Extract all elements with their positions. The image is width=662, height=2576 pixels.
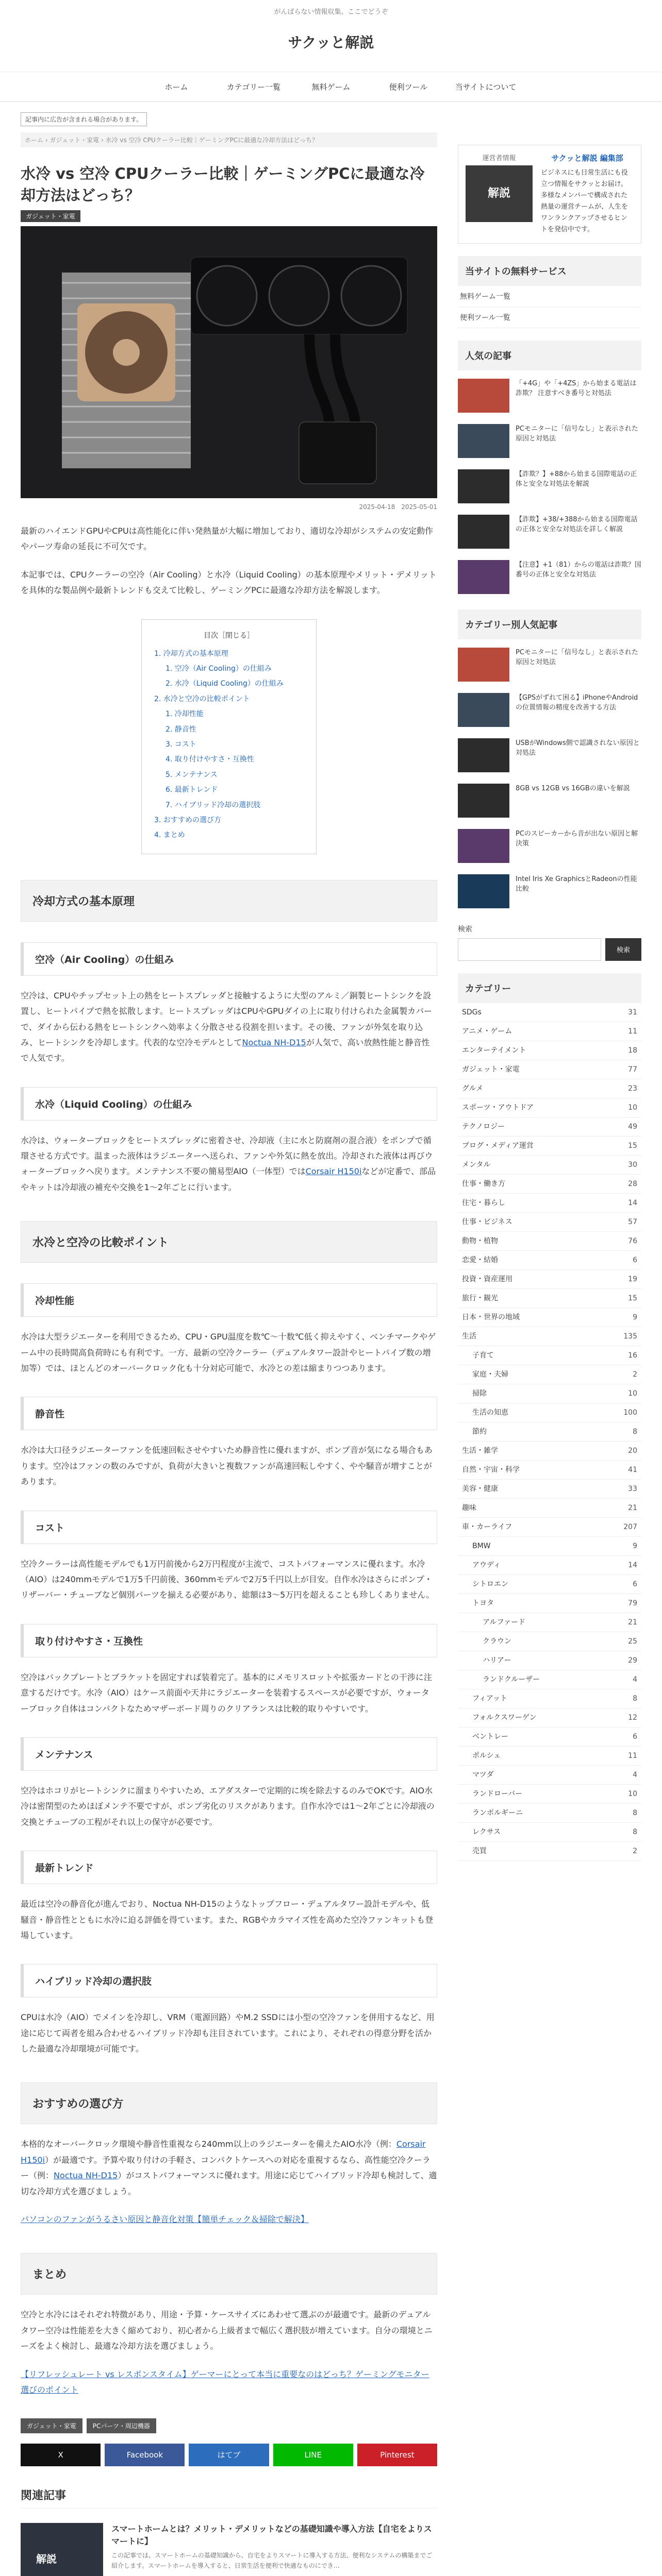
category-name[interactable]: 生活の知恵 bbox=[472, 1408, 508, 1417]
widget-title: 人気の記事 bbox=[458, 341, 641, 370]
sidebar-article[interactable] bbox=[458, 560, 641, 597]
sidebar-article-thumbnail[interactable] bbox=[458, 424, 509, 458]
category-item[interactable] bbox=[458, 1022, 641, 1041]
category-item[interactable] bbox=[458, 1651, 641, 1670]
toc-item[interactable]: 2. 水冷と空冷の比較ポイント bbox=[154, 694, 250, 703]
sidebar-article-thumbnail[interactable] bbox=[458, 379, 509, 413]
tag-item[interactable]: PCパーツ・周辺機器 bbox=[87, 2418, 156, 2433]
paragraph: 最近は空冷の静音化が進んでおり、Noctua NH-D15のようなトップフロー・デュアルタワー設計モデルや、低騒音・静音性とともに水冷に迫る評価を得ています。また、RGBやカラマイズ性を高めた空冷ファンキットも登場しています。 bbox=[21, 1899, 434, 1940]
category-count: 28 bbox=[628, 1179, 637, 1188]
widget-title: カテゴリー別人気記事 bbox=[458, 609, 641, 639]
category-count: 100 bbox=[623, 1408, 637, 1417]
intro-paragraph-2: 本記事では、CPUクーラーの空冷（Air Cooling）と水冷（Liquid Cooling）の基本原理やメリット・デメリットを具体的な製品例や最新トレンドも交えて比較し、ゲーミングPCに最適な冷却方法を解説します。 bbox=[21, 569, 437, 596]
paragraph: 空冷はホコリがヒートシンクに溜まりやすいため、エアダスターで定期的に埃を除去するのみでOKです。AIO水冷は密閉型のためほぼメンテ不要ですが、ポンプ劣化のリスクがあります。自作水冷では1〜2年ごとに冷却液の交換とチューブの工程がそれ以上の保守が必要です。 bbox=[21, 1785, 435, 1827]
category-count: 14 bbox=[628, 1198, 637, 1207]
category-count: 9 bbox=[633, 1313, 637, 1321]
toc-item[interactable]: 4. まとめ bbox=[154, 831, 185, 840]
category-name[interactable]: 生活 bbox=[462, 1332, 476, 1341]
category-count: 77 bbox=[628, 1065, 637, 1074]
toc-item[interactable]: 4. 取り付けやすさ・互換性 bbox=[166, 755, 254, 764]
cpu-coolers-illustration bbox=[21, 226, 437, 498]
sidebar bbox=[458, 132, 641, 2576]
paragraph: 空冷と水冷にはそれぞれ特徴があり、用途・予算・ケースサイズにあわせて選ぶのが最適です。最新のデュアルタワー空冷は性能差を大きく縮めており、初心者から上級者まで幅広く選択肢が増えています。自分の環境とニーズをよく検討し、最適な冷却方法を選びましょう。 bbox=[21, 2310, 433, 2351]
paragraph: 空冷は、CPUやチップセット上の熱をヒートスプレッダと接触するように大型のアルミ／銅製ヒートシンクを設置し、ヒートパイプで熱を拡散します。ヒートスプレッダはCPUやGPUダイの上に取り付けられた金属製カバーで、ダイから伝わる熱をヒートシンクへ効率よく分散させる役割を担います。その後、ファンが外気を取り込み、ヒートシンクを冷却します。代表的な空冷モデルとしてNoctua NH-D15が人気で、高い放熱性能と静音性で人気です。 bbox=[21, 990, 433, 1063]
category-count: 20 bbox=[628, 1446, 637, 1455]
corsair-link[interactable]: Corsair H150i bbox=[21, 2139, 426, 2165]
category-item[interactable] bbox=[458, 1117, 641, 1137]
sidebar-article[interactable] bbox=[458, 829, 641, 866]
sidebar-article[interactable] bbox=[458, 784, 641, 821]
category-count: 8 bbox=[633, 1827, 637, 1836]
breadcrumb[interactable]: ホーム › ガジェット・家電 › 水冷 vs 空冷 CPUクーラー比較｜ゲーミングPCに最適な冷却方法はどっち？ bbox=[21, 132, 437, 147]
site-tagline: がんばらない情報収集、ここでどうぞ bbox=[274, 8, 388, 16]
subsection-heading: コスト bbox=[21, 1511, 437, 1544]
category-name[interactable]: 掃除 bbox=[472, 1389, 487, 1398]
category-name[interactable]: 旅行・観光 bbox=[462, 1294, 498, 1302]
site-title[interactable]: サクッと解説 bbox=[288, 34, 374, 51]
category-item[interactable] bbox=[458, 1365, 641, 1384]
category-name[interactable]: 日本・世界の地域 bbox=[462, 1313, 520, 1321]
sidebar-article-thumbnail[interactable] bbox=[458, 874, 509, 908]
category-name[interactable]: グルメ bbox=[462, 1084, 484, 1093]
category-count: 49 bbox=[628, 1122, 637, 1131]
paragraph: 水冷は大型ラジエーターを利用できるため、CPU・GPU温度を数℃〜十数℃低く抑えやすく、ベンチマークやゲーム中の長時間高負荷時にも有利です。一方、最新の空冷クーラー（デュアルタワー設計やヒートパイプ数の増加等）では、ほとんどのオーバークロック化も十分対応可能で、水冷との差は縮まりつつあります。 bbox=[21, 1332, 436, 1374]
category-count: 76 bbox=[628, 1236, 637, 1245]
category-item[interactable] bbox=[458, 1098, 641, 1117]
sidebar-article[interactable] bbox=[458, 693, 641, 730]
toc-item[interactable]: 2. 水冷（Liquid Cooling）の仕組み bbox=[166, 680, 284, 688]
category-count: 6 bbox=[633, 1256, 637, 1264]
sidebar-article-title[interactable]: PCのスピーカーから音が出ない原因と解決策 bbox=[516, 829, 638, 848]
category-name[interactable]: 仕事・働き方 bbox=[462, 1179, 505, 1188]
category-item[interactable] bbox=[458, 1632, 641, 1651]
category-name[interactable]: 投資・資産運用 bbox=[462, 1275, 512, 1283]
category-item[interactable] bbox=[458, 1194, 641, 1213]
category-name[interactable]: 生活・雑学 bbox=[462, 1446, 498, 1455]
category-count: 25 bbox=[628, 1637, 637, 1646]
category-count: 10 bbox=[628, 1389, 637, 1398]
related-title: 関連記事 bbox=[21, 2487, 437, 2509]
category-name[interactable]: 恋愛・結婚 bbox=[462, 1256, 498, 1264]
category-name[interactable]: シトロエン bbox=[472, 1580, 508, 1588]
category-name[interactable]: クラウン bbox=[483, 1637, 511, 1646]
category-name[interactable]: アウディ bbox=[472, 1561, 501, 1569]
category-item[interactable] bbox=[458, 1175, 641, 1194]
category-count: 31 bbox=[628, 1008, 637, 1016]
category-count: 21 bbox=[628, 1618, 637, 1626]
category-name[interactable]: ランドローバー bbox=[472, 1789, 523, 1798]
profile-caption: 運営者情報 bbox=[482, 155, 516, 162]
section-heading: 水冷と空冷の比較ポイント bbox=[21, 1221, 437, 1263]
article-title: 水冷 vs 空冷 CPUクーラー比較｜ゲーミングPCに最適な冷却方法はどっち？ bbox=[21, 165, 425, 205]
category-item[interactable] bbox=[458, 1060, 641, 1079]
eyecatch-image bbox=[21, 226, 437, 498]
paragraph: CPUは水冷（AIO）でメインを冷却し、VRM（電源回路）やM.2 SSDには小型の空冷ファンを併用するなど、用途に応じて両者を組み合わせるハイブリッド冷却も注目されています。これにより、それぞれの得意分野を活かした最適な冷却環境が可能です。 bbox=[21, 2012, 435, 2054]
toc-title[interactable]: 目次［閉じる］ bbox=[204, 631, 254, 640]
sidebar-article-title[interactable]: 【GPSがずれて困る】iPhoneやAndroidの位置情報の精度を改善する方法 bbox=[516, 693, 638, 712]
sidebar-article-thumbnail[interactable] bbox=[458, 469, 509, 503]
category-item[interactable] bbox=[458, 1384, 641, 1403]
toc-item[interactable]: 1. 冷却方式の基本原理 bbox=[154, 649, 228, 658]
category-count: 6 bbox=[633, 1580, 637, 1588]
category-item[interactable] bbox=[458, 1537, 641, 1556]
thumbnail-label: 解説 bbox=[36, 2553, 57, 2566]
category-item[interactable] bbox=[458, 1708, 641, 1727]
subsection-heading: 取り付けやすさ・互換性 bbox=[21, 1624, 437, 1657]
paragraph: 水冷は大口径ラジエーターファンを低速回転させやすいため静音性に優れますが、ポンプ音が気になる場合もあります。空冷はファンの数のみですが、負荷が大きいと複数ファンが高速回転しやすく、やや騒音が増すことがあります。 bbox=[21, 1445, 433, 1487]
category-count: 23 bbox=[628, 1084, 637, 1093]
paragraph: 水冷は、ウォーターブロックをヒートスプレッダに密着させ、冷却液（主に水と防腐剤の混合液）をポンプで循環させる方式です。温まった液体はラジエーターへ送られ、ファンや外気に熱を放出。冷却された液体は再びウォーターブロックへ戻ります。メンテナンス不要の簡易型AIO（一体型）ではCorsair H150iなどが定番で、部品やキットは冷却液の補充や交換を1〜2年ごとに行います。 bbox=[21, 1135, 436, 1192]
global-nav bbox=[0, 72, 662, 102]
category-count: 11 bbox=[628, 1751, 637, 1760]
paragraph: 空冷クーラーは高性能モデルでも1万円前後から2万円程度が主流で、コストパフォーマンスに優れます。水冷（AIO）は240mmモデルで1万5千円前後、360mmモデルで2万5千円以上が目安。自作水冷はさらにポンプ・リザーバー・チューブなど個別パーツを揃える必要があり、総額は3〜5万円を超えることも珍しくありません。 bbox=[21, 1558, 435, 1600]
category-name[interactable]: 節約 bbox=[472, 1427, 487, 1436]
category-item[interactable] bbox=[458, 1156, 641, 1175]
category-item[interactable] bbox=[458, 1556, 641, 1575]
nav-categories[interactable]: カテゴリー一覧 bbox=[226, 82, 281, 92]
sidebar-article-title[interactable]: 【注意】+1（81）からの電話は詐欺？国番号の正体と安全な対処法 bbox=[516, 561, 641, 579]
category-count: 9 bbox=[633, 1541, 637, 1550]
category-count: 30 bbox=[628, 1160, 637, 1169]
services-widget bbox=[458, 256, 641, 328]
post-dates: 2025-04-18 2025-05-01 bbox=[359, 503, 437, 511]
sidebar-article-title[interactable]: Intel Iris Xe GraphicsとRadeonの性能比較 bbox=[516, 875, 637, 893]
subsection-heading: ハイブリッド冷却の選択肢 bbox=[21, 1964, 437, 1997]
category-count: 19 bbox=[628, 1275, 637, 1283]
category-name[interactable]: フィアット bbox=[472, 1694, 507, 1703]
category-item[interactable] bbox=[458, 1480, 641, 1499]
subsection-heading: メンテナンス bbox=[21, 1737, 437, 1771]
share-pinterest-button[interactable]: Pinterest bbox=[357, 2444, 437, 2466]
category-name[interactable]: 仕事・ビジネス bbox=[462, 1217, 512, 1226]
category-name[interactable]: 子育て bbox=[472, 1351, 494, 1360]
category-name[interactable]: ランドクルーザー bbox=[483, 1675, 540, 1684]
category-count: 15 bbox=[628, 1141, 637, 1150]
category-name[interactable]: マツダ bbox=[472, 1770, 494, 1779]
category-name[interactable]: スポーツ・アウトドア bbox=[462, 1103, 534, 1112]
share-x-button[interactable]: X bbox=[21, 2444, 101, 2466]
widget-title: カテゴリー bbox=[458, 973, 641, 1003]
sidebar-article[interactable] bbox=[458, 648, 641, 685]
nav-tools[interactable]: 便利ツール bbox=[389, 82, 428, 92]
paragraph: 空冷はバックプレートとブラケットを固定すれば装着完了。基本的にメモリスロットや拡張カードとの干渉に注意するだけです。水冷（AIO）はケース前面や天井にラジエーターを装着するスペースが必要ですが、ウォーターブロック自体はコンパクトなためマザーボード周りのクリアランスは比較的取りやすいです。 bbox=[21, 1672, 432, 1714]
paragraph bbox=[21, 2367, 437, 2398]
category-count: 135 bbox=[623, 1332, 637, 1341]
related-item-desc: この記事では、スマートホームの基礎知識から、自宅をよりスマートに導入する方法、便利なシステムの構築までご紹介します。スマートホームを導入すると、日常生活を便利で快適なものにでき… bbox=[111, 2552, 433, 2569]
category-count: 10 bbox=[628, 1789, 637, 1798]
related-article-link[interactable]: 【リフレッシュレート vs レスポンスタイム】ゲーマーにとって本当に重要なのはどっち？ゲーミングモニター選びのポイント bbox=[21, 2369, 429, 2395]
sidebar-article[interactable] bbox=[458, 424, 641, 461]
category-count: 14 bbox=[628, 1561, 637, 1569]
category-count: 16 bbox=[628, 1351, 637, 1360]
category-name[interactable]: 動物・植物 bbox=[462, 1236, 498, 1245]
category-count: 21 bbox=[628, 1503, 637, 1512]
tools-link[interactable]: 便利ツール一覧 bbox=[458, 307, 641, 328]
category-item[interactable] bbox=[458, 1403, 641, 1422]
category-item[interactable] bbox=[458, 1079, 641, 1098]
category-name[interactable]: アルファード bbox=[483, 1618, 526, 1626]
category-item[interactable] bbox=[458, 1785, 641, 1804]
category-item[interactable] bbox=[458, 1727, 641, 1747]
category-name[interactable]: ベントレー bbox=[472, 1732, 508, 1741]
sidebar-article[interactable] bbox=[458, 874, 641, 911]
category-count: 2 bbox=[633, 1846, 637, 1855]
category-item[interactable] bbox=[458, 1346, 641, 1365]
sidebar-article[interactable] bbox=[458, 379, 641, 416]
toc-item[interactable]: 5. メンテナンス bbox=[166, 770, 218, 779]
search-button[interactable]: 検索 bbox=[605, 938, 641, 961]
category-name[interactable]: 美容・健康 bbox=[462, 1484, 498, 1493]
category-name[interactable]: 家庭・夫婦 bbox=[472, 1370, 508, 1379]
nav-free-games[interactable]: 無料ゲーム bbox=[311, 82, 351, 92]
sidebar-article-title[interactable]: 「+4G」や「+4ZS」から始まる電話は詐欺？ 注意すべき番号と対処法 bbox=[516, 379, 637, 398]
category-count: 12 bbox=[628, 1713, 637, 1722]
sidebar-article-thumbnail[interactable] bbox=[458, 648, 509, 682]
related-article-link[interactable]: パソコンのファンがうるさい原因と静音化対策【簡単チェック＆掃除で解決】 bbox=[21, 2214, 309, 2225]
category-count: 4 bbox=[633, 1675, 637, 1684]
toc-item[interactable]: 3. おすすめの選び方 bbox=[154, 816, 221, 824]
category-count: 11 bbox=[628, 1027, 637, 1036]
toc-item[interactable]: 2. 静音性 bbox=[166, 725, 196, 734]
category-count: 15 bbox=[628, 1294, 637, 1302]
share-hatena-button[interactable]: はてブ bbox=[189, 2444, 269, 2466]
category-name[interactable]: 住宅・暮らし bbox=[462, 1198, 505, 1207]
sidebar-article-thumbnail[interactable] bbox=[458, 829, 509, 863]
table-of-contents bbox=[141, 619, 317, 854]
category-item[interactable] bbox=[458, 1442, 641, 1461]
subsection-heading: 冷却性能 bbox=[21, 1283, 437, 1317]
paragraph: 本格的なオーバークロック環境や静音性重視なら240mm以上のラジエーターを備えたAIO水冷（例：Corsair H150i）が最適です。予算や取り付けの手軽さ、コンパクトケースへの対応を重視するなら、高性能空冷クーラー（例：Noctua NH-D15）がコストパフォーマンスに優れます。用途に応じてハイブリッド冷却も検討して、適切な冷却方式を選びましょう。 bbox=[21, 2139, 437, 2196]
corsair-link[interactable]: Corsair H150i bbox=[305, 1166, 362, 1177]
category-count: 4 bbox=[633, 1770, 637, 1779]
subsection-heading: 最新トレンド bbox=[21, 1851, 437, 1884]
category-item[interactable] bbox=[458, 1308, 641, 1327]
category-name[interactable]: アニメ・ゲーム bbox=[462, 1027, 512, 1036]
site-header bbox=[0, 0, 662, 72]
category-name[interactable]: BMW bbox=[472, 1541, 491, 1550]
sidebar-article-title[interactable]: PCモニターに「信号なし」と表示された原因と対処法 bbox=[516, 648, 638, 667]
nav-home[interactable]: ホーム bbox=[164, 82, 188, 92]
toc-item[interactable]: 1. 冷却性能 bbox=[166, 710, 204, 719]
category-item[interactable] bbox=[458, 1422, 641, 1442]
subsection-heading: 静音性 bbox=[21, 1397, 437, 1430]
category-item[interactable] bbox=[458, 1232, 641, 1251]
tag-item[interactable]: ガジェット・家電 bbox=[21, 2418, 82, 2433]
category-item[interactable] bbox=[458, 1041, 641, 1060]
category-count: 57 bbox=[628, 1217, 637, 1226]
section-heading: おすすめの選び方 bbox=[21, 2082, 437, 2124]
category-name[interactable]: SDGs bbox=[462, 1008, 482, 1016]
related-thumbnail[interactable] bbox=[21, 2523, 103, 2576]
category-count: 207 bbox=[623, 1522, 637, 1531]
widget-title: 当サイトの無料サービス bbox=[458, 256, 641, 286]
intro-paragraph-1: 最新のハイエンドGPUやCPUは高性能化に伴い発熱量が大幅に増加しており、適切な冷却がシステムの安定動作やパーツ寿命の延長に不可欠です。 bbox=[21, 526, 434, 552]
category-name[interactable]: ランボルギーニ bbox=[472, 1808, 523, 1817]
category-name[interactable]: ブログ・メディア運営 bbox=[462, 1141, 534, 1150]
category-item[interactable] bbox=[458, 1137, 641, 1156]
popular-widget bbox=[458, 341, 641, 597]
section-heading: まとめ bbox=[21, 2253, 437, 2295]
noctua-link[interactable]: Noctua NH-D15 bbox=[242, 1037, 306, 1047]
category-name[interactable]: ハリアー bbox=[483, 1656, 511, 1665]
sidebar-article-title[interactable]: 【詐欺？】+88から始まる国際電話の正体と安全な対処法を解説 bbox=[516, 470, 637, 488]
category-item[interactable] bbox=[458, 1251, 641, 1270]
profile-widget bbox=[458, 145, 641, 244]
category-name[interactable]: 車・カーライフ bbox=[462, 1522, 512, 1531]
category-count: 41 bbox=[628, 1465, 637, 1474]
category-name[interactable]: 自然・宇宙・科学 bbox=[462, 1465, 520, 1474]
category-count: 2 bbox=[633, 1370, 637, 1379]
category-name[interactable]: メンタル bbox=[462, 1160, 491, 1169]
profile-name[interactable]: サクッと解説 編集部 bbox=[551, 154, 623, 163]
category-count: 10 bbox=[628, 1103, 637, 1112]
category-item[interactable] bbox=[458, 1518, 641, 1537]
category-count: 8 bbox=[633, 1808, 637, 1817]
related-item[interactable] bbox=[21, 2523, 437, 2576]
category-name[interactable]: 趣味 bbox=[462, 1503, 476, 1512]
category-item[interactable] bbox=[458, 1823, 641, 1842]
subsection-heading: 水冷（Liquid Cooling）の仕組み bbox=[21, 1087, 437, 1121]
related-list bbox=[21, 2523, 437, 2576]
share-facebook-button[interactable]: Facebook bbox=[105, 2444, 185, 2466]
category-count: 33 bbox=[628, 1484, 637, 1493]
category-item[interactable] bbox=[458, 1003, 641, 1022]
category-item[interactable] bbox=[458, 1747, 641, 1766]
toc-item[interactable]: 1. 空冷（Air Cooling）の仕組み bbox=[166, 665, 272, 673]
category-item[interactable] bbox=[458, 1766, 641, 1785]
sidebar-article[interactable] bbox=[458, 738, 641, 775]
category-name[interactable]: トヨタ bbox=[472, 1599, 494, 1607]
article-main bbox=[21, 132, 437, 2576]
section-heading: 冷却方式の基本原理 bbox=[21, 880, 437, 922]
category-item[interactable] bbox=[458, 1327, 641, 1346]
category-item[interactable] bbox=[458, 1613, 641, 1632]
category-name[interactable]: レクサス bbox=[472, 1827, 501, 1836]
paragraph bbox=[21, 2212, 437, 2227]
category-count: 79 bbox=[628, 1599, 637, 1607]
category-popular-widget bbox=[458, 609, 641, 911]
category-item[interactable] bbox=[458, 1575, 641, 1594]
sidebar-article[interactable] bbox=[458, 515, 641, 552]
category-name[interactable]: エンターテイメント bbox=[462, 1046, 526, 1055]
ad-notice: 記事内に広告が含まれる場合があります。 bbox=[21, 112, 147, 126]
share-line-button[interactable]: LINE bbox=[273, 2444, 353, 2466]
profile-bio: ビジネスにも日常生活にも役立つ情報をサクッとお届け。多様なメンバーで構成された熱量の運営チームが、人生をワンランクアップさせるヒントを発信中です。 bbox=[541, 169, 628, 234]
categories-widget bbox=[458, 973, 641, 1861]
search-widget bbox=[458, 924, 641, 961]
category-item[interactable] bbox=[458, 1461, 641, 1480]
sidebar-article-thumbnail[interactable] bbox=[458, 693, 509, 727]
category-count: 18 bbox=[628, 1046, 637, 1055]
category-item[interactable] bbox=[458, 1689, 641, 1708]
category-count: 6 bbox=[633, 1732, 637, 1741]
toc-list bbox=[154, 647, 304, 843]
tag-list bbox=[21, 2418, 437, 2433]
category-item[interactable] bbox=[458, 1213, 641, 1232]
category-name[interactable]: フォルクスワーゲン bbox=[472, 1713, 537, 1722]
toc-item[interactable]: 6. 最新トレンド bbox=[166, 786, 218, 794]
toc-item[interactable]: 7. ハイブリッド冷却の選択肢 bbox=[166, 801, 261, 809]
category-item[interactable] bbox=[458, 1289, 641, 1308]
category-item[interactable] bbox=[458, 1842, 641, 1861]
sidebar-article-title[interactable]: USBがWindows側で認識されない原因と対処法 bbox=[516, 739, 640, 757]
category-count: 8 bbox=[633, 1694, 637, 1703]
search-input[interactable] bbox=[458, 938, 601, 961]
free-games-link[interactable]: 無料ゲーム一覧 bbox=[458, 286, 641, 307]
noctua-link[interactable]: Noctua NH-D15 bbox=[54, 2171, 118, 2181]
sidebar-article-title[interactable]: 【詐欺】+38/+388から始まる国際電話の正体と安全な対処法を詳しく解説 bbox=[516, 515, 638, 534]
category-count: 8 bbox=[633, 1427, 637, 1436]
sidebar-article-title[interactable]: PCモニターに「信号なし」と表示された原因と対処法 bbox=[516, 425, 638, 443]
subsection-heading: 空冷（Air Cooling）の仕組み bbox=[21, 942, 437, 976]
nav-about[interactable]: 当サイトについて bbox=[455, 82, 517, 92]
category-name[interactable]: テクノロジー bbox=[462, 1122, 505, 1131]
category-item[interactable] bbox=[458, 1594, 641, 1613]
category-item[interactable] bbox=[458, 1670, 641, 1689]
category-name[interactable]: ガジェット・家電 bbox=[462, 1065, 520, 1074]
search-title: 検索 bbox=[458, 925, 472, 934]
sidebar-article-thumbnail[interactable] bbox=[458, 560, 509, 594]
sidebar-article-thumbnail[interactable] bbox=[458, 784, 509, 818]
category-item[interactable] bbox=[458, 1804, 641, 1823]
category-label[interactable]: ガジェット・家電 bbox=[21, 210, 80, 222]
sidebar-article-title[interactable]: 8GB vs 12GB vs 16GBの違いを解説 bbox=[516, 784, 630, 792]
related-item-title[interactable]: スマートホームとは？メリット・デメリットなどの基礎知識や導入方法【自宅をよりスマートに】 bbox=[111, 2524, 432, 2547]
category-name[interactable]: 売買 bbox=[472, 1846, 487, 1855]
avatar: 解説 bbox=[466, 165, 533, 222]
sidebar-article[interactable] bbox=[458, 469, 641, 506]
category-name[interactable]: ポルシェ bbox=[472, 1751, 501, 1760]
share-buttons bbox=[21, 2444, 437, 2466]
category-item[interactable] bbox=[458, 1499, 641, 1518]
category-item[interactable] bbox=[458, 1270, 641, 1289]
category-count: 29 bbox=[628, 1656, 637, 1665]
toc-item[interactable]: 3. コスト bbox=[166, 740, 196, 749]
sidebar-article-thumbnail[interactable] bbox=[458, 515, 509, 549]
sidebar-article-thumbnail[interactable] bbox=[458, 738, 509, 772]
